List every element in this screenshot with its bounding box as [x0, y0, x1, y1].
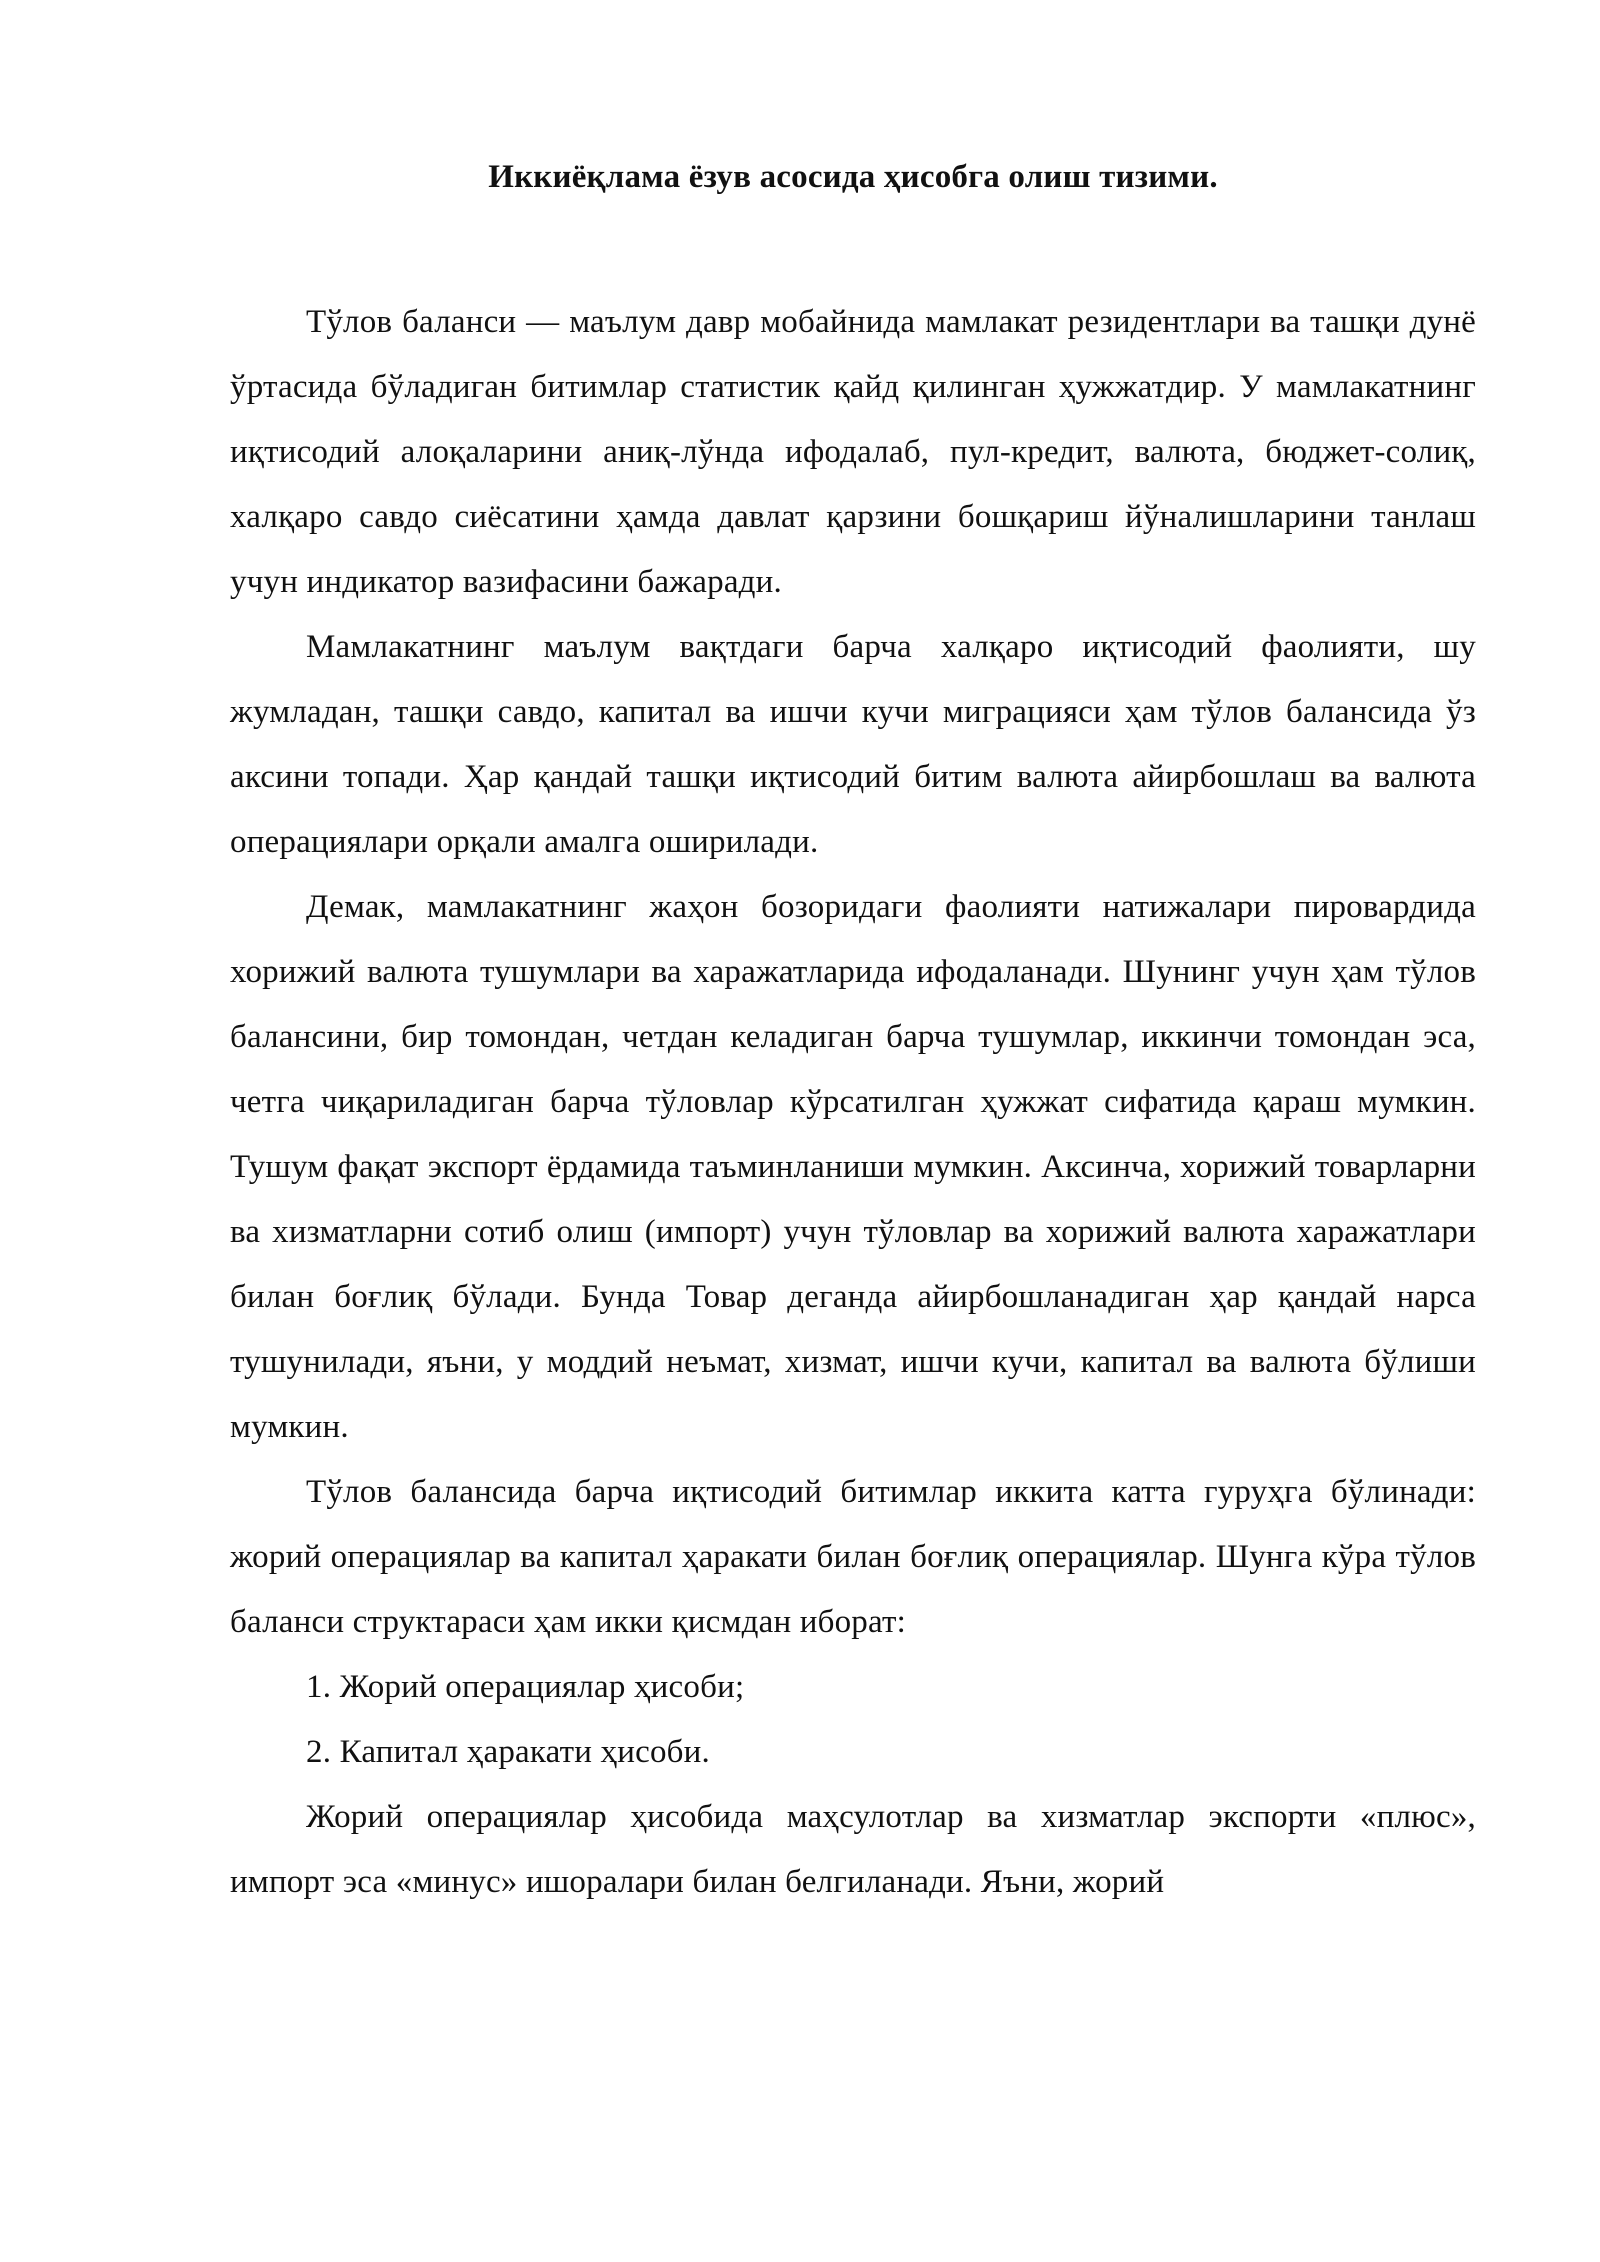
paragraph-receipts-and-payments: Демак, мамлакатнинг жаҳон бозоридаги фаолияти натижалари пировардида хорижий валюта тушумлари ва харажатларида ифодаланади. Шунинг учун ҳам тўлов балансини, бир томондан, четдан келадиган барча тушумлар, иккинчи томондан эса, четга чиқариладиган барча тўловлар кўрсатилган ҳужжат сифатида қараш мумкин. Тушум фақат экспорт ёрдамида таъминланиши мумкин. Аксинча, хорижий товарларни ва хизматларни сотиб олиш (импорт) учун тўловлар ва хорижий валюта харажатлари билан боғлиқ бўлади. Бунда Товар деганда айирбошланадиган ҳар қандай нарса тушунилади, яъни, у моддий неъмат, хизмат, ишчи кучи, капитал ва валюта бўлиши мумкин. — [230, 889, 1476, 1445]
list-item-current-account: 1. Жорий операциялар ҳисоби; — [306, 1669, 745, 1705]
list-item-capital-account: 2. Капитал ҳаракати ҳисоби. — [306, 1734, 710, 1770]
paragraph-balance-of-payments-definition: Тўлов баланси — маълум давр мобайнида мамлакат резидентлари ва ташқи дунё ўртасида бўладиган битимлар статистик қайд қилинган ҳужжатдир. У мамлакатнинг иқтисодий алоқаларини аниқ-лўнда ифодалаб, пул-кредит, валюта, бюджет-солиқ, халқаро савдо сиёсатини ҳамда давлат қарзини бошқариш йўналишларини танлаш учун индикатор вазифасини бажаради. — [230, 304, 1476, 600]
document-title: Иккиёқлама ёзув асосида ҳисобга олиш тизими. — [488, 159, 1218, 195]
paragraph-international-activity: Мамлакатнинг маълум вақтдаги барча халқаро иқтисодий фаолияти, шу жумладан, ташқи савдо, капитал ва ишчи кучи миграцияси ҳам тўлов балансида ўз аксини топади. Ҳар қандай ташқи иқтисодий битим валюта айирбошлаш ва валюта операциялари орқали амалга оширилади. — [230, 629, 1476, 860]
paragraph-current-account-signs: Жорий операциялар ҳисобида маҳсулотлар ва хизматлар экспорти «плюс», импорт эса «минус» ишоралари билан белгиланади. Яъни, жорий — [230, 1799, 1476, 1900]
document-body — [230, 290, 1476, 1915]
paragraph-balance-structure: Тўлов балансида барча иқтисодий битимлар иккита катта гуруҳга бўлинади: жорий операциялар ва капитал ҳаракати билан боғлиқ операциялар. Шунга кўра тўлов баланси структараси ҳам икки қисмдан иборат: — [230, 1474, 1476, 1640]
structure-list — [230, 1655, 1476, 1785]
